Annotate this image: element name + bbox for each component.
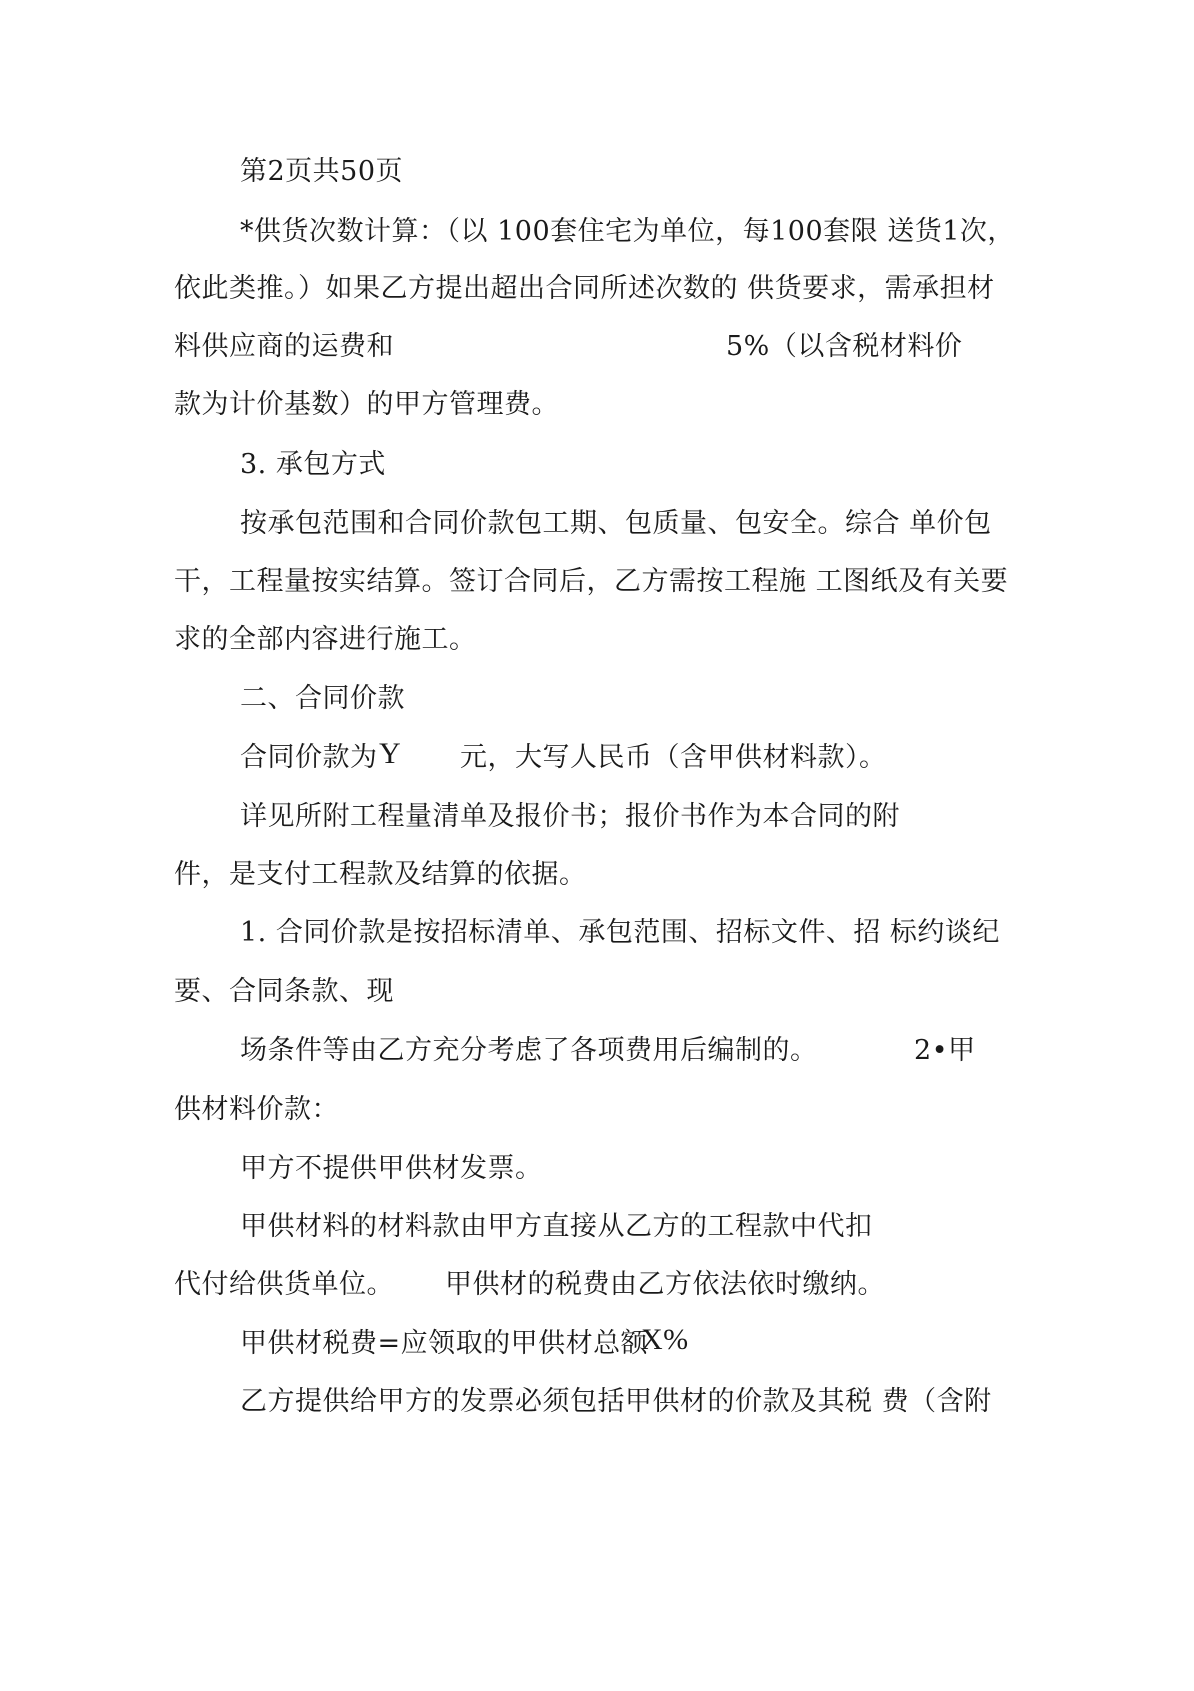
- page-indicator: 第2页共50页: [240, 156, 404, 187]
- paragraph-line: 元，大写人民币（含甲供材料款）。: [460, 742, 887, 773]
- paragraph-line: 干，工程量按实结算。签订合同后，乙方需按工程施 工图纸及有关要: [174, 566, 1009, 597]
- paragraph-line: *供货次数计算：（以 100套住宅为单位，每100套限 送货1次，: [240, 216, 1015, 247]
- paragraph-line: 件，是支付工程款及结算的依据。: [174, 859, 587, 890]
- paragraph-line: 5%（以含税材料价: [726, 331, 963, 362]
- paragraph-line: 场条件等由乙方充分考虑了各项费用后编制的。: [240, 1035, 818, 1066]
- paragraph-line: 合同价款为: [240, 742, 378, 773]
- paragraph-line: 乙方提供给甲方的发票必须包括甲供材的价款及其税 费（含附: [240, 1386, 992, 1417]
- paragraph-line: 2•甲: [914, 1035, 976, 1066]
- currency-symbol: Y: [379, 737, 402, 770]
- section-heading: 二、合同价款: [240, 683, 405, 714]
- paragraph-line: 按承包范围和合同价款包工期、包质量、包安全。综合 单价包: [240, 508, 992, 539]
- paragraph-line: 款为计价基数）的甲方管理费。: [174, 389, 559, 420]
- paragraph-line: 供材料价款：: [174, 1094, 339, 1125]
- paragraph-line: 甲供材税费=应领取的甲供材总额: [240, 1328, 649, 1359]
- paragraph-line: 求的全部内容进行施工。: [174, 624, 477, 655]
- paragraph-line: 依此类推。）如果乙方提出超出合同所述次数的 供货要求，需承担材: [174, 273, 995, 304]
- formula-rate: X%: [641, 1323, 689, 1356]
- paragraph-line: 代付给供货单位。: [174, 1269, 394, 1300]
- paragraph-line: 要、合同条款、现: [174, 976, 394, 1007]
- paragraph-line: 详见所附工程量清单及报价书；报价书作为本合同的附: [240, 801, 900, 832]
- paragraph-line: 甲供材料的材料款由甲方直接从乙方的工程款中代扣: [240, 1211, 873, 1242]
- paragraph-line: 1. 合同价款是按招标清单、承包范围、招标文件、招 标约谈纪: [240, 917, 1000, 948]
- paragraph-line: 料供应商的运费和: [174, 331, 394, 362]
- paragraph-line: 甲供材的税费由乙方依法依时缴纳。: [445, 1269, 885, 1300]
- paragraph-line: 甲方不提供甲供材发票。: [240, 1153, 543, 1184]
- section-heading: 3. 承包方式: [240, 449, 386, 480]
